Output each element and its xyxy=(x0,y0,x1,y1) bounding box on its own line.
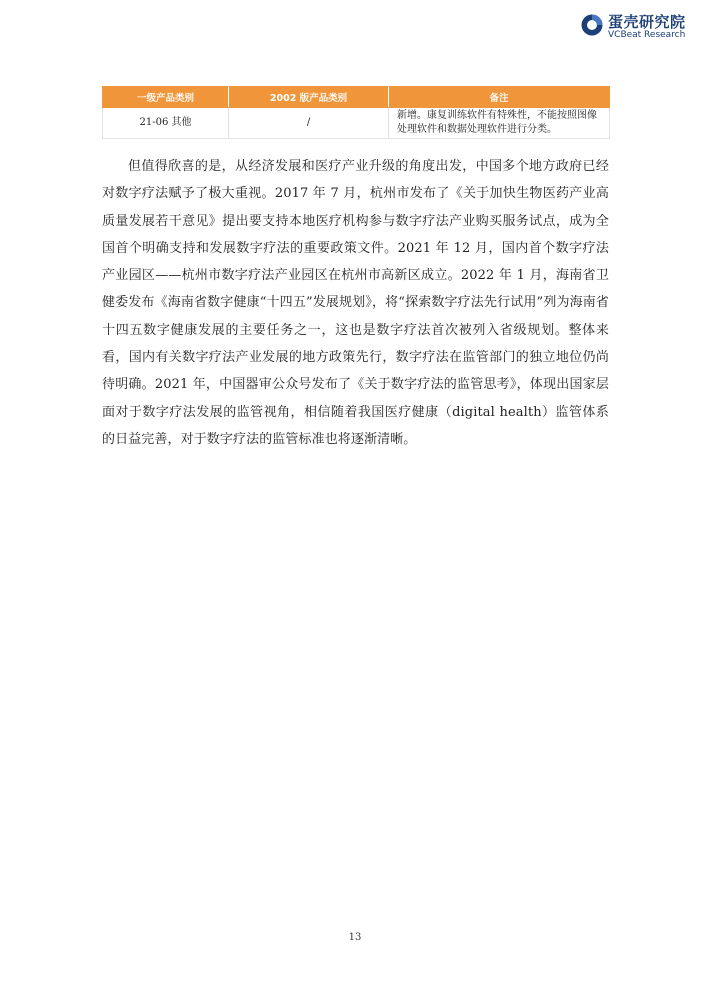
logo-english-name: VCBeat Research xyxy=(608,30,686,40)
column-header-remark: 备注 xyxy=(389,87,610,108)
logo xyxy=(580,11,696,41)
cell-2002-category: / xyxy=(229,108,389,139)
body-paragraph: 但值得欣喜的是，从经济发展和医疗产业升级的角度出发，中国多个地方政府已经对数字疗法赋予了极大重视。2017 年 7 月，杭州市发布了《关于加快生物医药产业高质量发展若干意见》提出要支持本地医疗机构参与数字疗法产业购买服务试点，成为全国首个明确支持和发展数字疗法的重要政策文件。2021 年 12 月，国内首个数字疗法产业园区——杭州市数字疗法产业园区在杭州市高新区成立。2022 年 1 月，海南省卫健委发布《海南省数字健康“十四五”发展规划》，将“探索数字疗法先行试用”列为海南省十四五数字健康发展的主要任务之一，这也是数字疗法首次被列入省级规划。整体来看，国内有关数字疗法产业发展的地方政策先行，数字疗法在监管部门的独立地位仍尚待明确。2021 年，中国器审公众号发布了《关于数字疗法的监管思考》，体现出国家层面对于数字疗法发展的监管视角，相信随着我国医疗健康（digital health）监管体系的日益完善，对于数字疗法的监管标准也将逐渐清晰。 xyxy=(102,159,609,447)
product-category-table xyxy=(102,86,610,139)
table-row xyxy=(103,108,610,139)
egg-shell-logo-icon xyxy=(580,13,604,37)
table-header-row xyxy=(103,87,610,108)
logo-chinese-name: 蛋壳研究院 xyxy=(608,13,686,31)
column-header-2002-category: 2002 版产品类别 xyxy=(229,87,389,108)
cell-category: 21-06 其他 xyxy=(103,108,229,139)
column-header-primary-category: 一级产品类别 xyxy=(103,87,229,108)
page-number: 13 xyxy=(348,932,362,943)
cell-remark: 新增。康复训练软件有特殊性，不能按照图像处理软件和数据处理软件进行分类。 xyxy=(389,108,610,139)
